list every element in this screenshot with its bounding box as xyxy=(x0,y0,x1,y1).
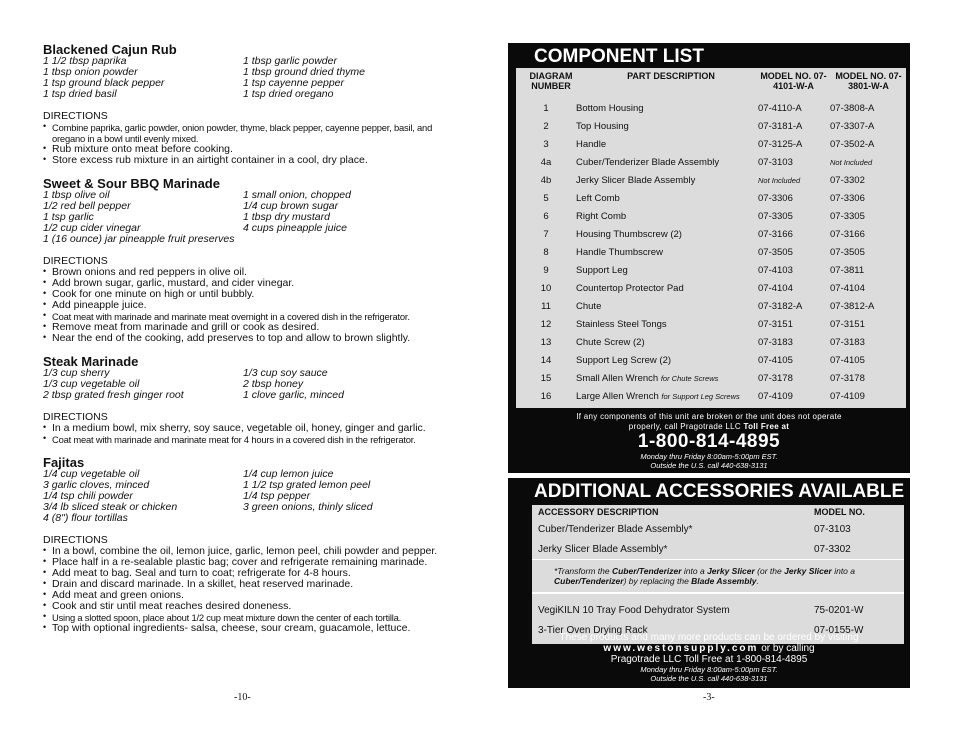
model-a-part: 07-3125-A xyxy=(758,138,803,150)
ingredient: 1/2 cup cider vinegar xyxy=(43,222,141,234)
ingredient: 1/4 cup vegetable oil xyxy=(43,468,140,480)
model-a-part: 07-3178 xyxy=(758,372,793,384)
direction-item: • Add pineapple juice. xyxy=(43,300,453,311)
recipe-title: Steak Marinade xyxy=(43,354,139,369)
component-row xyxy=(516,351,906,369)
component-row xyxy=(516,117,906,135)
accessory-description: Cuber/Tenderizer Blade Assembly* xyxy=(538,523,693,535)
recipe-block xyxy=(43,178,453,344)
accessory-description: Jerky Slicer Blade Assembly* xyxy=(538,543,668,555)
direction-item: • Store excess rub mixture in an airtight container in a cool, dry place. xyxy=(43,155,453,166)
component-row xyxy=(516,243,906,261)
component-contact xyxy=(508,412,910,470)
part-description xyxy=(576,373,758,384)
accessory-description: 3-Tier Oven Drying Rack xyxy=(538,624,648,636)
model-a-part: 07-4109 xyxy=(758,390,793,402)
part-name: Chute xyxy=(576,300,602,312)
model-b-part: 07-3166 xyxy=(830,228,865,240)
direction-item: • Top with optional ingredients- salsa, cheese, sour cream, guacamole, lettuce. xyxy=(43,623,453,634)
ingredient: 1 clove garlic, minced xyxy=(243,389,344,401)
component-list-title: COMPONENT LIST xyxy=(534,46,704,67)
ingredient: 1 tsp garlic xyxy=(43,211,94,223)
direction-item: • Using a slotted spoon, place about 1/2 cup meat mixture down the center of each tortilla. xyxy=(43,612,453,623)
diagram-number: 1 xyxy=(543,102,549,114)
contact-line-2: properly, call Pragotrade LLC Toll Free at xyxy=(628,422,790,431)
component-row xyxy=(516,261,906,279)
ingredient: 1 1/2 tbsp paprika xyxy=(43,55,127,67)
ingredient: 1 tsp ground black pepper xyxy=(43,77,165,89)
contact-phone: 1-800-814-4895 xyxy=(637,431,781,452)
accessory-model-header: MODEL NO. xyxy=(814,507,865,517)
accessory-row xyxy=(532,539,904,559)
note-part: Cuber/Tenderizer xyxy=(611,566,682,576)
component-row xyxy=(516,369,906,387)
diagram-number: 4a xyxy=(540,156,552,168)
model-b-part: 07-3302 xyxy=(830,174,865,186)
direction-item: • Drain and discard marinade. In a skillet, heat reserved marinade. xyxy=(43,579,453,590)
model-a-part: 07-4110-A xyxy=(758,102,802,114)
ingredient: 1 tsp dried oregano xyxy=(243,88,334,100)
component-row xyxy=(516,171,906,189)
accessory-rows-a xyxy=(532,519,904,559)
footer-url[interactable]: www.westonsupply.com xyxy=(603,643,759,654)
component-row xyxy=(516,315,906,333)
note-part: into a xyxy=(681,566,708,576)
diagram-number: 4b xyxy=(540,174,552,186)
model-b-part: 07-4109 xyxy=(830,390,865,402)
note-part: into a xyxy=(831,566,855,576)
ingredient: 4 cups pineapple juice xyxy=(243,222,347,234)
part-name: Stainless Steel Tongs xyxy=(576,318,667,330)
ingredient: 4 (8") flour tortillas xyxy=(43,512,128,524)
model-b-part: 07-3306 xyxy=(830,192,865,204)
part-description xyxy=(576,283,758,294)
direction-item: • Add meat to bag. Seal and turn to coat; refrigerate for 4-8 hours. xyxy=(43,568,453,579)
diagram-number: 12 xyxy=(540,318,552,330)
contact-hours: Monday thru Friday 8:00am-5:00pm EST. xyxy=(640,452,778,461)
direction-item: • Cook for one minute on high or until bubbly. xyxy=(43,289,453,300)
ingredient: 1/4 cup lemon juice xyxy=(243,468,334,480)
direction-item: • Near the end of the cooking, add preserves to top and allow to brown slightly. xyxy=(43,333,453,344)
model-b-part: 07-3808-A xyxy=(830,102,875,114)
accessory-model: 75-0201-W xyxy=(814,604,864,616)
ingredient: 1/2 red bell pepper xyxy=(43,200,131,212)
component-row xyxy=(516,207,906,225)
part-name: Small Allen Wrench xyxy=(576,372,659,384)
recipe-block xyxy=(43,356,453,445)
model-a-part: 07-3306 xyxy=(758,192,793,204)
diagram-number: 11 xyxy=(541,300,551,312)
ingredient: 3/4 lb sliced steak or chicken xyxy=(43,501,178,513)
component-table xyxy=(516,68,906,408)
directions-label: DIRECTIONS xyxy=(43,255,108,267)
model-a-part: 07-3182-A xyxy=(758,300,803,312)
model-b-part: Not Included xyxy=(830,157,873,167)
ingredient: 1 tbsp onion powder xyxy=(43,66,138,78)
part-name: Jerky Slicer Blade Assembly xyxy=(576,174,696,186)
part-name: Cuber/Tenderizer Blade Assembly xyxy=(576,156,720,168)
ingredient: 1 tbsp garlic powder xyxy=(243,55,337,67)
diagram-number: 7 xyxy=(543,228,549,240)
model-a-part: 07-3305 xyxy=(758,210,793,222)
component-row xyxy=(516,387,906,405)
part-name: Housing Thumbscrew (2) xyxy=(576,228,682,240)
component-rows xyxy=(516,99,906,405)
recipe-title: Fajitas xyxy=(43,455,85,470)
footer-line-1: These products and many more products can be ordered by visiting xyxy=(559,632,859,643)
component-row xyxy=(516,153,906,171)
direction-item: • Add brown sugar, garlic, mustard, and cider vinegar. xyxy=(43,278,453,289)
part-name: Chute Screw (2) xyxy=(576,336,645,348)
component-row xyxy=(516,279,906,297)
ingredient: 1/3 cup vegetable oil xyxy=(43,378,140,390)
part-name: Large Allen Wrench xyxy=(576,390,659,402)
direction-item: • Cook and stir until meat reaches desired doneness. xyxy=(43,601,453,612)
ingredient: 1 (16 ounce) jar pineapple fruit preserves xyxy=(43,233,235,245)
diagram-number: 9 xyxy=(543,264,549,276)
footer-hours: Monday thru Friday 8:00am-5:00pm EST. xyxy=(640,665,778,674)
part-name: Bottom Housing xyxy=(576,102,644,114)
note-part: . xyxy=(756,576,759,586)
model-a-part: 07-4105 xyxy=(758,354,793,366)
note-part: ) by replacing the xyxy=(623,576,692,586)
ingredient: 1/4 tsp pepper xyxy=(243,490,311,502)
accessory-model: 07-3103 xyxy=(814,523,851,535)
page-number-right: -3- xyxy=(703,692,715,703)
ingredient: 1 tsp cayenne pepper xyxy=(243,77,344,89)
direction-item: • Coat meat with marinade and marinate meat overnight in a covered dish in the refrigerator. xyxy=(43,311,453,322)
model-b-part: 07-3505 xyxy=(830,246,865,258)
component-row xyxy=(516,333,906,351)
component-table-header xyxy=(516,68,906,91)
recipe-title: Sweet & Sour BBQ Marinade xyxy=(43,176,220,191)
recipes-column xyxy=(43,44,453,646)
model-a-part: 07-3505 xyxy=(758,246,793,258)
part-description xyxy=(576,157,758,168)
note-part: *Transform the xyxy=(554,566,612,576)
ingredient: 1/3 cup sherry xyxy=(43,367,110,379)
part-name: Handle xyxy=(576,138,607,150)
part-note: for Chute Screws xyxy=(660,373,719,383)
model-a-part: 07-3166 xyxy=(758,228,793,240)
ingredient: 1/3 cup soy sauce xyxy=(243,367,328,379)
model-a-part: Not Included xyxy=(758,175,801,185)
footer-url-line: www.westonsupply.com or by calling xyxy=(603,643,815,654)
model-b-part: 07-3307-A xyxy=(830,120,875,132)
contact-outside: Outside the U.S. call 440-638-3131 xyxy=(650,461,768,470)
direction-item: • In a medium bowl, mix sherry, soy sauce, vegetable oil, honey, ginger and garlic. xyxy=(43,423,453,434)
direction-item: • Combine paprika, garlic powder, onion powder, thyme, black pepper, cayenne pepper, basil, and oregano in a bowl until evenly mixed. xyxy=(43,122,453,144)
part-name: Right Comb xyxy=(576,210,627,222)
ingredient: 3 garlic cloves, minced xyxy=(43,479,150,491)
component-row xyxy=(516,297,906,315)
model-b-part: 07-3151 xyxy=(830,318,865,330)
model-b-part: 07-3183 xyxy=(830,336,865,348)
ingredient: 1 tbsp dry mustard xyxy=(243,211,330,223)
diagram-number: 8 xyxy=(543,246,549,258)
accessory-model: 07-0155-W xyxy=(814,624,864,636)
recipe-title: Blackened Cajun Rub xyxy=(43,42,177,57)
model-b-part: 07-4105 xyxy=(830,354,865,366)
part-description xyxy=(576,355,758,366)
ingredient: 1 small onion, chopped xyxy=(243,189,351,201)
directions-label: DIRECTIONS xyxy=(43,411,108,423)
model-a-part: 07-4104 xyxy=(758,282,793,294)
header-diagram-number: DIAGRAM NUMBER xyxy=(529,71,573,91)
model-a-part: 07-3151 xyxy=(758,318,793,330)
directions-label: DIRECTIONS xyxy=(43,110,108,122)
part-name: Countertop Protector Pad xyxy=(576,282,684,294)
direction-item: • Add meat and green onions. xyxy=(43,590,453,601)
direction-item: • Coat meat with marinade and marinate meat for 4 hours in a covered dish in the refrigerator. xyxy=(43,434,453,445)
model-b-part: 07-4104 xyxy=(830,282,865,294)
ingredient: 3 green onions, thinly sliced xyxy=(243,501,373,513)
header-model-b: MODEL NO. 07-3801-W-A xyxy=(835,71,902,91)
direction-item: • Brown onions and red peppers in olive oil. xyxy=(43,267,453,278)
note-part: Jerky Slicer xyxy=(784,566,832,576)
part-name: Support Leg xyxy=(576,264,628,276)
page-number-left: -10- xyxy=(234,692,251,703)
contact-line-1: If any components of this unit are broken or the unit does not operate xyxy=(576,412,842,421)
accessory-row xyxy=(532,519,904,539)
part-description xyxy=(576,229,758,240)
directions-label: DIRECTIONS xyxy=(43,534,108,546)
model-a-part: 07-3183 xyxy=(758,336,793,348)
direction-item: • Place half in a re-sealable plastic bag; cover and refrigerate remaining marinade. xyxy=(43,557,453,568)
footer-outside: Outside the U.S. call 440-638-3131 xyxy=(650,674,768,683)
component-row xyxy=(516,189,906,207)
part-description xyxy=(576,121,758,132)
model-b-part: 07-3178 xyxy=(830,372,865,384)
diagram-number: 5 xyxy=(543,192,549,204)
part-description xyxy=(576,175,758,186)
part-name: Handle Thumbscrew xyxy=(576,246,663,258)
part-name: Top Housing xyxy=(576,120,629,132)
part-name: Left Comb xyxy=(576,192,620,204)
ingredient: 1 1/2 tsp grated lemon peel xyxy=(243,479,371,491)
accessory-row xyxy=(532,600,904,620)
ingredient-list xyxy=(43,56,453,100)
accessories-table xyxy=(532,505,904,644)
header-model-a: MODEL NO. 07-4101-W-A xyxy=(760,71,827,91)
model-a-part: 07-3103 xyxy=(758,156,793,168)
diagram-number: 2 xyxy=(543,120,549,132)
recipe-block xyxy=(43,457,453,634)
diagram-number: 16 xyxy=(540,390,552,402)
part-description xyxy=(576,193,758,204)
ingredient: 2 tbsp grated fresh ginger root xyxy=(43,389,184,401)
ingredient-list xyxy=(43,368,453,401)
note-part: Blade Assembly xyxy=(691,576,757,586)
ingredient: 2 tbsp honey xyxy=(243,378,304,390)
model-a-part: 07-3181-A xyxy=(758,120,803,132)
part-description xyxy=(576,265,758,276)
model-b-part: 07-3305 xyxy=(830,210,865,222)
diagram-number: 3 xyxy=(543,138,549,150)
footer-line-2: Pragotrade LLC Toll Free at 1-800-814-4895 xyxy=(610,654,808,665)
component-row xyxy=(516,225,906,243)
component-row xyxy=(516,99,906,117)
component-row xyxy=(516,135,906,153)
diagram-number: 14 xyxy=(540,354,552,366)
accessories-title: ADDITIONAL ACCESSORIES AVAILABLE xyxy=(534,481,905,502)
note-part: Jerky Slicer xyxy=(707,566,755,576)
accessory-model: 07-3302 xyxy=(814,543,851,555)
diagram-number: 10 xyxy=(540,282,552,294)
diagram-number: 13 xyxy=(540,336,552,348)
accessories-header xyxy=(532,505,904,519)
accessory-note xyxy=(532,559,904,594)
accessory-description: VegiKILN 10 Tray Food Dehydrator System xyxy=(538,604,730,616)
ingredient-list xyxy=(43,190,453,245)
part-description xyxy=(576,139,758,150)
accessories-footer xyxy=(508,632,910,683)
part-description xyxy=(576,103,758,114)
ingredient: 1 tbsp olive oil xyxy=(43,189,110,201)
part-name: Support Leg Screw (2) xyxy=(576,354,672,366)
ingredient: 1/4 cup brown sugar xyxy=(243,200,339,212)
direction-item: • In a bowl, combine the oil, lemon juice, garlic, lemon peel, chili powder and pepper. xyxy=(43,546,453,557)
note-part: Cuber/Tenderizer xyxy=(554,576,624,586)
part-description xyxy=(576,301,758,312)
part-note: for Support Leg Screws xyxy=(661,391,740,401)
diagram-number: 6 xyxy=(543,210,549,222)
part-description xyxy=(576,337,758,348)
ingredient-list xyxy=(43,469,453,524)
model-b-part: 07-3812-A xyxy=(830,300,875,312)
part-description xyxy=(576,211,758,222)
part-description xyxy=(576,391,758,402)
model-b-part: 07-3502-A xyxy=(830,138,875,150)
part-description xyxy=(576,319,758,330)
accessory-desc-header: ACCESSORY DESCRIPTION xyxy=(538,507,659,517)
ingredient: 1 tsp dried basil xyxy=(43,88,117,100)
direction-item: • Remove meat from marinade and grill or cook as desired. xyxy=(43,322,453,333)
ingredient: 1 tbsp ground dried thyme xyxy=(243,66,365,78)
model-b-part: 07-3811 xyxy=(830,264,865,276)
note-part: (or the xyxy=(754,566,785,576)
model-a-part: 07-4103 xyxy=(758,264,793,276)
diagram-number: 15 xyxy=(540,372,552,384)
direction-item: • Rub mixture onto meat before cooking. xyxy=(43,144,453,155)
part-description xyxy=(576,247,758,258)
ingredient: 1/4 tsp chili powder xyxy=(43,490,133,502)
recipe-block xyxy=(43,44,453,166)
header-part-description: PART DESCRIPTION xyxy=(627,71,715,81)
